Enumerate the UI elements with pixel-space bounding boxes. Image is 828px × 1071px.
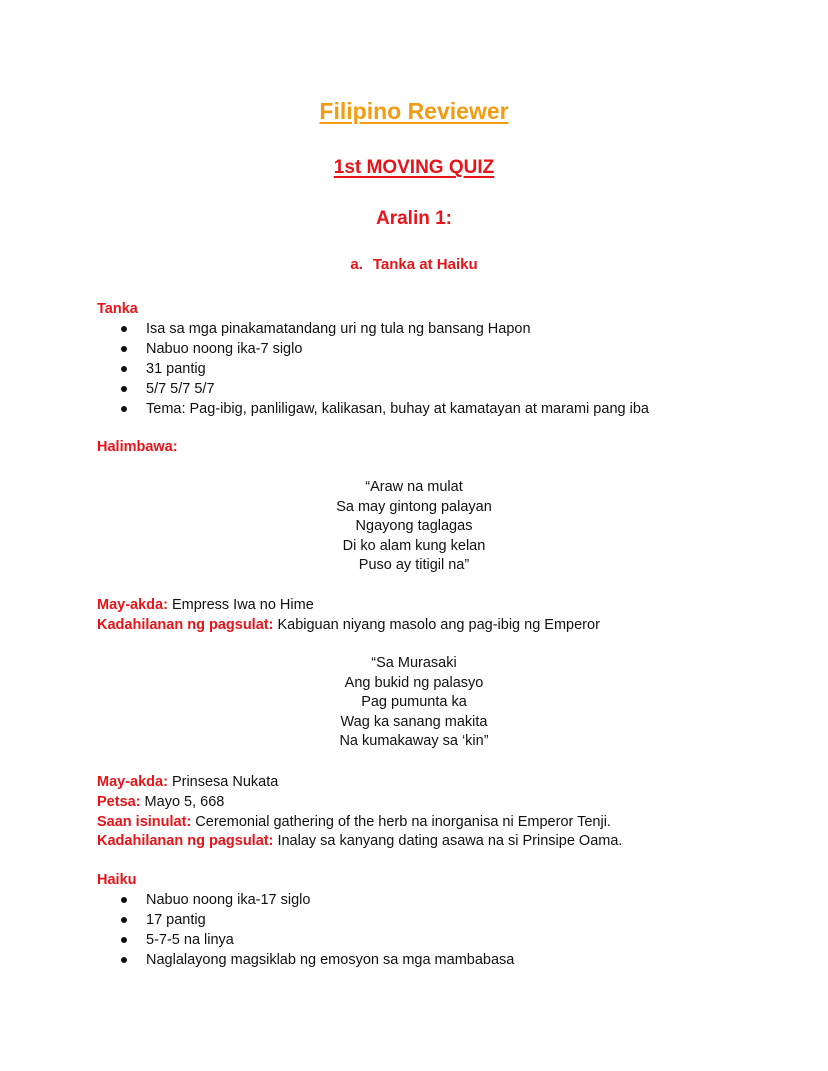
detail-place: Saan isinulat: Ceremonial gathering of the herb na inorganisa ni Emperor Tenji. — [97, 813, 611, 830]
bullet-icon — [121, 937, 127, 943]
poem-1 — [0, 478, 828, 576]
list-item: Tema: Pag-ibig, panliligaw, kalikasan, buhay at kamatayan at marami pang iba — [97, 399, 649, 419]
list-item: Nabuo noong ika-17 siglo — [97, 890, 514, 910]
poem-line: “Sa Murasaki — [371, 655, 457, 671]
poem-line: Na kumakaway sa ‘kin” — [339, 733, 489, 750]
poem-2-details — [97, 772, 622, 851]
list-item: 5/7 5/7 5/7 — [97, 379, 649, 399]
example-heading: Halimbawa: — [97, 439, 178, 455]
poem-line: Wag ka sanang makita — [340, 713, 488, 730]
bullet-icon — [121, 406, 127, 412]
poem-line: Pag pumunta ka — [361, 694, 467, 711]
poem-line: Ang bukid ng palasyo — [344, 674, 484, 691]
bullet-icon — [121, 957, 127, 963]
list-item: 17 pantig — [97, 910, 514, 930]
haiku-heading: Haiku — [97, 872, 137, 888]
sublesson-text: Tanka at Haiku — [372, 256, 478, 273]
list-item: 31 pantig — [97, 359, 649, 379]
poem-line: Ngayong taglagas — [355, 518, 473, 535]
detail-reason: Kadahilanan ng pagsulat: Kabiguan niyang masolo ang pag-ibig ng Emperor — [97, 616, 600, 633]
list-item: 5-7-5 na linya — [97, 930, 514, 950]
bullet-icon — [121, 897, 127, 903]
poem-line: “Araw na mulat — [365, 479, 463, 495]
bullet-icon — [121, 326, 127, 332]
detail-date: Petsa: Mayo 5, 668 — [97, 793, 225, 810]
poem-line: Sa may gintong palayan — [336, 498, 492, 515]
list-item: Naglalayong magsiklab ng emosyon sa mga mambabasa — [97, 950, 514, 970]
sublesson-heading — [0, 256, 828, 273]
tanka-bullet-list — [97, 319, 649, 419]
list-letter: a. — [350, 256, 363, 273]
poem-line: Di ko alam kung kelan — [342, 537, 486, 554]
document-title: Filipino Reviewer — [319, 98, 509, 124]
poem-2 — [0, 654, 828, 752]
detail-author: May-akda: Prinsesa Nukata — [97, 774, 279, 790]
poem-1-details — [97, 595, 600, 635]
bullet-icon — [121, 366, 127, 372]
detail-author: May-akda: Empress Iwa no Hime — [97, 597, 314, 613]
poem-line: Puso ay titigil na” — [358, 557, 470, 574]
list-item: Nabuo noong ika-7 siglo — [97, 339, 649, 359]
bullet-icon — [121, 917, 127, 923]
bullet-icon — [121, 386, 127, 392]
lesson-heading: Aralin 1: — [375, 208, 453, 229]
haiku-bullet-list — [97, 890, 514, 970]
bullet-icon — [121, 346, 127, 352]
tanka-heading: Tanka — [97, 301, 138, 317]
list-item: Isa sa mga pinakamatandang uri ng tula ng bansang Hapon — [97, 319, 649, 339]
quiz-subtitle: 1st MOVING QUIZ — [333, 157, 495, 178]
detail-reason: Kadahilanan ng pagsulat: Inalay sa kanyang dating asawa na si Prinsipe Oama. — [97, 833, 623, 850]
